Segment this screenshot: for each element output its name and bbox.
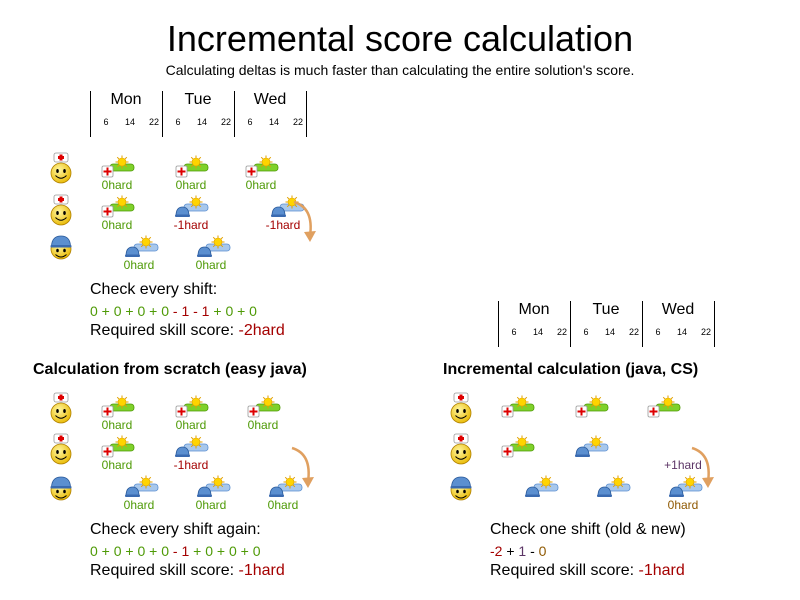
shift-score-label: -1hard (173, 458, 209, 472)
shift-score-label: 0hard (195, 258, 227, 272)
worker-shift-icon (596, 474, 632, 500)
score-value: -1hard (238, 562, 285, 579)
shift-score-label: 0hard (267, 498, 299, 512)
tick: 6 (247, 117, 253, 127)
nurse-shift-icon (100, 394, 136, 420)
tick: 14 (604, 327, 615, 337)
nurse-avatar-icon (49, 392, 73, 424)
shift-score-label: -1hard (265, 218, 301, 232)
eq-part: - 1 (169, 543, 194, 559)
day-wed: Wed (661, 301, 695, 318)
right-check-text: Check one shift (old & new) (490, 521, 686, 538)
eq-part: 0 + 0 + 0 + 0 (90, 543, 170, 559)
worker-shift-icon (124, 234, 160, 260)
shift-score-label: 0hard (175, 418, 207, 432)
shift-score-label: 0hard (195, 498, 227, 512)
right-score-line (490, 562, 685, 580)
eq-part: + 0 + 0 + 0 (193, 543, 261, 559)
day-tue: Tue (184, 91, 212, 108)
score-prefix: Required skill score: (490, 562, 639, 579)
right-heading: Incremental calculation (java, CS) (443, 361, 699, 378)
eq-part: + 0 + 0 (213, 303, 257, 319)
worker-avatar-icon (449, 471, 473, 503)
calendar-top (90, 91, 306, 137)
eq-part: + (502, 543, 519, 559)
top-check-text: Check every shift: (90, 281, 218, 298)
score-value: -1hard (638, 562, 685, 579)
nurse-shift-icon (574, 394, 610, 420)
day-mon: Mon (518, 301, 550, 318)
shift-score-label: 0hard (101, 418, 133, 432)
tick: 6 (103, 117, 109, 127)
tick: 14 (124, 117, 135, 127)
worker-shift-icon (196, 474, 232, 500)
day-wed: Wed (253, 91, 287, 108)
nurse-avatar-icon (49, 152, 73, 184)
tick: 22 (556, 327, 567, 337)
shift-score-label: 0hard (175, 178, 207, 192)
left-equation (90, 543, 260, 559)
worker-shift-icon (174, 434, 210, 460)
score-prefix: Required skill score: (90, 322, 239, 339)
worker-shift-icon (196, 234, 232, 260)
nurse-shift-icon (246, 394, 282, 420)
worker-shift-icon (574, 434, 610, 460)
eq-part: 1 (518, 543, 527, 559)
eq-part: 0 + 0 + 0 + 0 (90, 303, 170, 319)
tick: 22 (220, 117, 231, 127)
tick: 6 (511, 327, 517, 337)
tick: 14 (268, 117, 279, 127)
nurse-avatar-icon (49, 433, 73, 465)
move-arrow-icon (288, 444, 318, 494)
nurse-shift-icon (646, 394, 682, 420)
worker-avatar-icon (49, 471, 73, 503)
score-prefix: Required skill score: (90, 562, 239, 579)
worker-shift-icon (524, 474, 560, 500)
nurse-avatar-icon (449, 433, 473, 465)
tick: 22 (628, 327, 639, 337)
shift-score-label: 0hard (101, 178, 133, 192)
tick: 14 (676, 327, 687, 337)
tick: 6 (175, 117, 181, 127)
tick: 22 (700, 327, 711, 337)
day-tue: Tue (592, 301, 620, 318)
page-title: Incremental score calculation (166, 18, 634, 59)
eq-part: - 1 - 1 (169, 303, 214, 319)
nurse-shift-icon (174, 154, 210, 180)
left-score-line (90, 562, 285, 580)
tick: 14 (532, 327, 543, 337)
nurse-shift-icon (174, 394, 210, 420)
eq-part: 0 (538, 543, 547, 559)
worker-shift-icon (124, 474, 160, 500)
shift-score-label: 0hard (247, 418, 279, 432)
worker-shift-icon (174, 194, 210, 220)
tick: 6 (583, 327, 589, 337)
shift-score-label: 0hard (123, 498, 155, 512)
tick: 22 (292, 117, 303, 127)
score-value: -2hard (238, 322, 285, 339)
nurse-shift-icon (100, 434, 136, 460)
shift-score-label: 0hard (667, 498, 699, 512)
eq-part: -2 (490, 543, 503, 559)
calendar-right (498, 301, 714, 347)
tick: 14 (196, 117, 207, 127)
tick: 22 (148, 117, 159, 127)
worker-avatar-icon (49, 230, 73, 262)
nurse-avatar-icon (49, 194, 73, 226)
page-subtitle: Calculating deltas is much faster than calculating the entire solution's score. (165, 62, 635, 78)
nurse-shift-icon (500, 394, 536, 420)
eq-part: - (526, 543, 539, 559)
shift-score-label: 0hard (245, 178, 277, 192)
left-heading: Calculation from scratch (easy java) (33, 361, 307, 378)
shift-score-label: +1hard (664, 458, 702, 472)
tick: 6 (655, 327, 661, 337)
move-arrow-icon (688, 444, 718, 494)
left-check-text: Check every shift again: (90, 521, 261, 538)
top-score-line (90, 322, 285, 340)
nurse-shift-icon (244, 154, 280, 180)
day-mon: Mon (110, 91, 142, 108)
move-arrow-icon (290, 198, 320, 248)
nurse-shift-icon (100, 194, 136, 220)
right-equation (490, 543, 546, 559)
shift-score-label: 0hard (123, 258, 155, 272)
shift-score-label: -1hard (173, 218, 209, 232)
top-equation (90, 303, 257, 319)
nurse-shift-icon (100, 154, 136, 180)
shift-score-label: 0hard (101, 458, 133, 472)
nurse-shift-icon (500, 434, 536, 460)
shift-score-label: 0hard (101, 218, 133, 232)
nurse-avatar-icon (449, 392, 473, 424)
